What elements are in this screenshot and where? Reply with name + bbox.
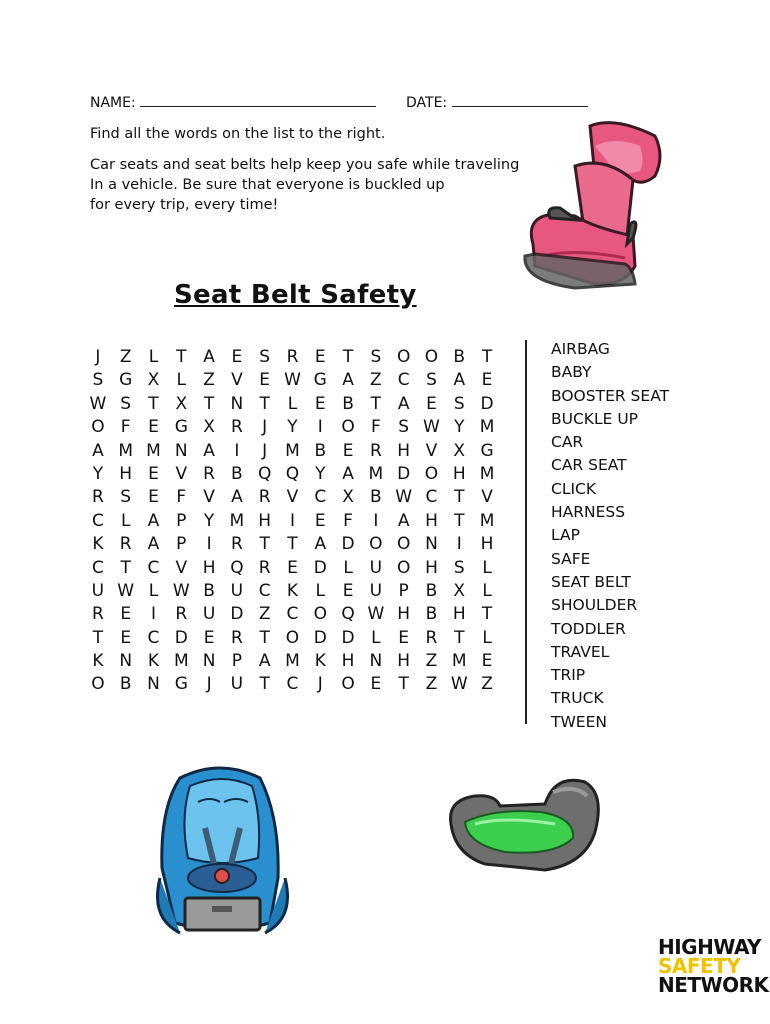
grid-letter[interactable]: L	[315, 580, 326, 601]
grid-row	[84, 416, 501, 439]
instruction-line: Car seats and seat belts help keep you safe while traveling	[90, 157, 520, 173]
grid-letter[interactable]: K	[286, 580, 299, 601]
word-list	[551, 338, 669, 734]
grid-letter[interactable]: C	[91, 557, 104, 578]
name-blank-line[interactable]	[140, 94, 376, 107]
grid-letter[interactable]: V	[481, 487, 493, 508]
green-backless-booster-icon	[445, 772, 605, 877]
grid-letter[interactable]: E	[148, 463, 159, 484]
grid-letter[interactable]: N	[174, 440, 188, 461]
grid-letter[interactable]: X	[342, 487, 354, 508]
word-list-item: SEAT BELT	[551, 572, 631, 591]
grid-letter[interactable]: X	[147, 370, 160, 391]
word-list-item: CAR	[551, 433, 584, 452]
grid-letter[interactable]: B	[119, 674, 132, 695]
grid-letter[interactable]: E	[426, 393, 437, 414]
grid-letter[interactable]: W	[89, 393, 107, 414]
grid-letter[interactable]: A	[147, 534, 160, 555]
grid-letter[interactable]: H	[397, 651, 411, 672]
word-list-item: BOOSTER SEAT	[551, 386, 670, 405]
grid-letter[interactable]: E	[314, 347, 326, 367]
grid-letter[interactable]: C	[91, 510, 104, 531]
grid-letter[interactable]: R	[175, 604, 188, 625]
grid-letter[interactable]: M	[285, 440, 300, 461]
grid-letter[interactable]: G	[174, 417, 188, 438]
grid-row	[84, 369, 501, 392]
word-list-item: SAFE	[551, 549, 591, 568]
grid-letter[interactable]: R	[425, 627, 438, 648]
grid-letter[interactable]: Z	[370, 370, 382, 391]
grid-letter[interactable]: F	[176, 487, 187, 508]
word-list-item: BABY	[551, 363, 592, 382]
grid-letter[interactable]: W	[395, 487, 413, 508]
grid-letter[interactable]: K	[92, 534, 104, 555]
grid-letter[interactable]: E	[370, 674, 382, 695]
grid-letter[interactable]: M	[118, 440, 134, 461]
grid-letter[interactable]: O	[424, 463, 439, 484]
grid-letter[interactable]: U	[91, 580, 105, 601]
word-list-item: CAR SEAT	[551, 456, 627, 475]
grid-letter[interactable]: E	[481, 370, 493, 391]
grid-letter[interactable]: T	[370, 393, 382, 414]
grid-letter[interactable]: L	[287, 393, 298, 414]
grid-row	[84, 510, 501, 533]
grid-letter[interactable]: J	[262, 417, 268, 438]
grid-letter[interactable]: H	[480, 534, 494, 555]
grid-letter[interactable]: K	[314, 651, 326, 672]
grid-letter[interactable]: U	[230, 674, 244, 695]
grid-letter[interactable]: Y	[203, 510, 215, 531]
grid-letter[interactable]: I	[289, 510, 295, 531]
grid-letter[interactable]: F	[120, 417, 131, 438]
grid-letter[interactable]: E	[481, 651, 493, 672]
grid-letter[interactable]: R	[369, 440, 382, 461]
grid-letter[interactable]: Z	[425, 674, 438, 695]
grid-letter[interactable]: A	[342, 463, 354, 484]
grid-letter[interactable]: Q	[285, 463, 300, 484]
word-list-item: TRIP	[551, 666, 586, 685]
grid-letter[interactable]: A	[342, 370, 354, 391]
grid-letter[interactable]: A	[314, 534, 327, 555]
grid-letter[interactable]: R	[91, 487, 104, 508]
grid-letter[interactable]: T	[454, 510, 465, 531]
grid-letter[interactable]: V	[203, 487, 215, 508]
grid-letter[interactable]: P	[176, 534, 187, 555]
grid-letter[interactable]: Y	[454, 417, 465, 438]
grid-letter[interactable]: C	[147, 557, 160, 578]
grid-letter[interactable]: S	[92, 370, 104, 391]
grid-letter[interactable]: M	[146, 440, 161, 461]
grid-letter[interactable]: B	[203, 580, 215, 601]
grid-letter[interactable]: C	[314, 487, 327, 508]
grid-row	[84, 486, 501, 509]
grid-letter[interactable]: L	[148, 580, 159, 601]
grid-letter[interactable]: M	[479, 510, 495, 531]
grid-letter[interactable]: O	[396, 557, 411, 578]
grid-letter[interactable]: A	[453, 370, 466, 391]
grid-letter[interactable]: E	[314, 393, 326, 414]
grid-letter[interactable]: T	[203, 393, 215, 414]
grid-letter[interactable]: S	[370, 347, 382, 367]
grid-letter[interactable]: T	[92, 627, 104, 648]
grid-letter[interactable]: T	[342, 347, 354, 367]
grid-divider-line	[525, 340, 527, 724]
grid-letter[interactable]: A	[203, 347, 215, 367]
grid-letter[interactable]: L	[482, 580, 492, 601]
grid-letter[interactable]: E	[342, 580, 354, 601]
grid-letter[interactable]: R	[230, 534, 243, 555]
grid-letter[interactable]: T	[481, 347, 493, 367]
grid-letter[interactable]: J	[95, 347, 101, 367]
grid-letter[interactable]: T	[454, 627, 465, 648]
grid-letter[interactable]: V	[175, 557, 188, 578]
grid-letter[interactable]: E	[398, 627, 410, 648]
grid-letter[interactable]: N	[202, 651, 216, 672]
grid-letter[interactable]: T	[120, 557, 131, 578]
grid-letter[interactable]: B	[314, 440, 327, 461]
grid-letter[interactable]: Q	[230, 557, 244, 578]
name-label: NAME:	[90, 95, 136, 111]
grid-letter[interactable]: A	[203, 440, 215, 461]
grid-letter[interactable]: Z	[481, 674, 493, 695]
grid-letter[interactable]: V	[231, 370, 243, 391]
grid-letter[interactable]: E	[203, 627, 215, 648]
grid-letter[interactable]: R	[119, 534, 132, 555]
grid-row	[84, 463, 501, 486]
grid-letter[interactable]: A	[231, 487, 243, 508]
instruction-find-words: Find all the words on the list to the right.	[90, 126, 386, 142]
grid-letter[interactable]: I	[373, 510, 379, 531]
grid-letter[interactable]: I	[317, 417, 323, 438]
grid-letter[interactable]: B	[370, 487, 382, 508]
grid-letter[interactable]: P	[231, 651, 243, 672]
grid-letter[interactable]: C	[397, 370, 410, 391]
grid-row	[84, 557, 501, 580]
grid-letter[interactable]: B	[231, 463, 243, 484]
grid-letter[interactable]: Q	[257, 463, 272, 484]
grid-letter[interactable]: D	[230, 604, 244, 625]
grid-letter[interactable]: T	[398, 674, 409, 695]
grid-letter[interactable]: H	[202, 557, 216, 578]
grid-letter[interactable]: T	[259, 627, 270, 648]
grid-letter[interactable]: W	[367, 604, 385, 625]
grid-letter[interactable]: L	[343, 557, 353, 578]
grid-letter[interactable]: T	[259, 534, 270, 555]
grid-letter[interactable]: W	[172, 580, 190, 601]
grid-letter[interactable]: G	[119, 370, 133, 391]
grid-letter[interactable]: W	[117, 580, 135, 601]
grid-letter[interactable]: C	[425, 487, 438, 508]
grid-letter[interactable]: U	[202, 604, 216, 625]
grid-letter[interactable]: J	[262, 440, 268, 461]
grid-letter[interactable]: O	[313, 604, 327, 625]
grid-letter[interactable]: G	[313, 370, 327, 391]
grid-letter[interactable]: D	[341, 627, 355, 648]
grid-row	[84, 580, 501, 603]
grid-letter[interactable]: O	[396, 347, 411, 367]
name-field[interactable]	[90, 94, 376, 111]
logo-line-network: NETWORK	[658, 973, 769, 997]
grid-letter[interactable]: F	[343, 510, 353, 531]
grid-letter[interactable]: H	[397, 440, 411, 461]
grid-letter[interactable]: H	[258, 510, 272, 531]
grid-letter[interactable]: W	[450, 674, 468, 695]
grid-letter[interactable]: M	[368, 463, 384, 484]
grid-row	[84, 393, 501, 416]
grid-letter[interactable]: L	[148, 347, 159, 367]
grid-letter[interactable]: X	[203, 417, 215, 438]
logo-line-safety: SAFETY	[658, 954, 741, 978]
blue-convertible-car-seat-icon	[150, 758, 295, 943]
grid-letter[interactable]: X	[175, 393, 188, 414]
grid-letter[interactable]: E	[148, 487, 159, 508]
grid-letter[interactable]: I	[150, 604, 156, 625]
grid-letter[interactable]: H	[341, 651, 355, 672]
grid-letter[interactable]: E	[287, 557, 298, 578]
grid-letter[interactable]: D	[480, 393, 494, 414]
grid-letter[interactable]: S	[453, 393, 465, 414]
grid-letter[interactable]: T	[259, 674, 270, 695]
grid-letter[interactable]: W	[423, 417, 440, 438]
grid-letter[interactable]: T	[287, 534, 298, 555]
grid-letter[interactable]: Q	[341, 604, 355, 625]
grid-letter[interactable]: J	[317, 674, 323, 695]
grid-letter[interactable]: T	[148, 393, 159, 414]
grid-letter[interactable]: O	[396, 534, 411, 555]
grid-letter[interactable]: R	[230, 417, 243, 438]
grid-letter[interactable]: U	[369, 580, 383, 601]
grid-letter[interactable]: T	[481, 604, 493, 625]
grid-letter[interactable]: L	[482, 627, 492, 648]
grid-row	[84, 627, 501, 650]
grid-letter[interactable]: X	[453, 580, 466, 601]
grid-letter[interactable]: S	[120, 393, 132, 414]
grid-letter[interactable]: H	[119, 463, 133, 484]
word-list-item: AIRBAG	[551, 340, 610, 358]
grid-letter[interactable]: A	[147, 510, 160, 531]
grid-letter[interactable]: G	[174, 674, 188, 695]
grid-letter[interactable]: A	[397, 510, 410, 531]
grid-letter[interactable]: D	[313, 627, 327, 648]
grid-letter[interactable]: S	[453, 557, 465, 578]
grid-letter[interactable]: L	[482, 557, 492, 578]
grid-letter[interactable]: C	[258, 580, 271, 601]
grid-letter[interactable]: U	[369, 557, 383, 578]
grid-letter[interactable]: N	[119, 651, 133, 672]
grid-letter[interactable]: S	[259, 347, 271, 367]
page-title: Seat Belt Safety	[174, 280, 417, 310]
word-list-item: TWEEN	[551, 712, 607, 731]
word-list-item: CLICK	[551, 479, 597, 498]
grid-row	[84, 650, 501, 673]
grid-letter[interactable]: K	[147, 651, 160, 672]
grid-letter[interactable]: E	[231, 347, 243, 367]
grid-letter[interactable]: H	[452, 604, 466, 625]
grid-letter[interactable]: M	[451, 651, 467, 672]
word-list-item: BUCKLE UP	[551, 409, 639, 428]
grid-letter[interactable]: H	[452, 463, 466, 484]
word-list-item: HARNESS	[551, 503, 626, 522]
grid-letter[interactable]: X	[453, 440, 466, 461]
grid-letter[interactable]: P	[176, 510, 187, 531]
grid-letter[interactable]: M	[479, 463, 495, 484]
word-list-item: TODDLER	[551, 619, 626, 638]
grid-letter[interactable]: B	[425, 580, 438, 601]
highway-safety-network-logo	[658, 935, 769, 997]
grid-letter[interactable]: R	[258, 557, 271, 578]
grid-letter[interactable]: M	[173, 651, 189, 672]
grid-letter[interactable]: R	[258, 487, 271, 508]
grid-letter[interactable]: N	[230, 393, 244, 414]
grid-letter[interactable]: N	[369, 651, 383, 672]
grid-letter[interactable]: V	[425, 440, 438, 461]
grid-letter[interactable]: D	[397, 463, 411, 484]
word-list-item: LAP	[551, 526, 580, 545]
grid-letter[interactable]: O	[341, 417, 355, 438]
grid-letter[interactable]: I	[234, 440, 240, 461]
grid-letter[interactable]: B	[342, 393, 354, 414]
date-field[interactable]	[406, 94, 588, 111]
grid-letter[interactable]: O	[91, 674, 105, 695]
grid-letter[interactable]: S	[426, 370, 437, 391]
word-list-item: TRUCK	[551, 689, 604, 708]
grid-letter[interactable]: L	[120, 510, 131, 531]
grid-letter[interactable]: B	[453, 347, 466, 367]
date-label: DATE:	[406, 95, 448, 111]
grid-letter[interactable]: K	[92, 651, 104, 672]
instruction-line: In a vehicle. Be sure that everyone is buckled up	[90, 177, 445, 193]
instruction-paragraph	[90, 155, 519, 215]
grid-letter[interactable]: S	[120, 487, 132, 508]
grid-letter[interactable]: C	[147, 627, 160, 648]
grid-letter[interactable]: T	[176, 347, 187, 367]
grid-letter[interactable]: B	[425, 604, 438, 625]
grid-letter[interactable]: T	[454, 487, 465, 508]
grid-letter[interactable]: Z	[258, 604, 271, 625]
grid-row	[84, 440, 501, 463]
grid-letter[interactable]: A	[397, 393, 410, 414]
grid-letter[interactable]: C	[286, 604, 299, 625]
grid-letter[interactable]: N	[147, 674, 160, 695]
pink-booster-seat-icon	[515, 116, 665, 296]
grid-letter[interactable]: I	[206, 534, 212, 555]
grid-letter[interactable]: E	[259, 370, 271, 391]
grid-letter[interactable]: J	[206, 674, 212, 695]
word-list-item: SHOULDER	[551, 596, 638, 615]
grid-letter[interactable]: D	[174, 627, 188, 648]
grid-letter[interactable]: R	[203, 463, 215, 484]
grid-letter[interactable]: G	[480, 440, 494, 461]
grid-letter[interactable]: E	[314, 510, 326, 531]
grid-letter[interactable]: F	[370, 417, 381, 438]
grid-letter[interactable]: M	[479, 417, 495, 438]
grid-letter[interactable]: E	[342, 440, 354, 461]
grid-letter[interactable]: O	[91, 417, 105, 438]
grid-letter[interactable]: L	[176, 370, 187, 391]
grid-letter[interactable]: M	[285, 651, 300, 672]
grid-letter[interactable]: U	[230, 580, 244, 601]
grid-letter[interactable]: Y	[315, 463, 326, 484]
grid-letter[interactable]: H	[425, 557, 438, 578]
grid-letter[interactable]: S	[398, 417, 410, 438]
grid-letter[interactable]: L	[371, 627, 381, 648]
grid-letter[interactable]: D	[313, 557, 327, 578]
grid-row	[84, 603, 501, 626]
logo-line-highway: HIGHWAY	[658, 935, 762, 959]
grid-letter[interactable]: Z	[425, 651, 438, 672]
grid-letter[interactable]: N	[425, 534, 438, 555]
grid-letter[interactable]: R	[230, 627, 243, 648]
grid-letter[interactable]: O	[341, 674, 355, 695]
grid-row	[84, 673, 501, 696]
grid-letter[interactable]: A	[92, 440, 104, 461]
word-search-grid[interactable]	[84, 346, 501, 697]
word-list-item: TRAVEL	[551, 642, 610, 661]
grid-letter[interactable]: Z	[119, 347, 132, 367]
grid-letter[interactable]: Y	[92, 463, 104, 484]
grid-letter[interactable]: R	[91, 604, 104, 625]
grid-row	[84, 533, 501, 556]
grid-letter[interactable]: R	[286, 347, 299, 367]
grid-letter[interactable]: C	[286, 674, 299, 695]
grid-letter[interactable]: O	[369, 534, 383, 555]
grid-letter[interactable]: T	[259, 393, 270, 414]
grid-letter[interactable]: A	[258, 651, 271, 672]
date-blank-line[interactable]	[452, 94, 588, 107]
grid-letter[interactable]: V	[286, 487, 299, 508]
grid-letter[interactable]: P	[398, 580, 409, 601]
grid-row	[84, 346, 501, 369]
grid-letter[interactable]: Z	[203, 370, 215, 391]
grid-letter[interactable]: W	[284, 370, 301, 391]
grid-letter[interactable]: O	[285, 627, 300, 648]
grid-letter[interactable]: E	[120, 604, 132, 625]
grid-letter[interactable]: Y	[287, 417, 298, 438]
grid-letter[interactable]: M	[229, 510, 245, 531]
grid-letter[interactable]: I	[456, 534, 462, 555]
grid-letter[interactable]: O	[424, 347, 439, 367]
grid-letter[interactable]: H	[397, 604, 411, 625]
instruction-line: for every trip, every time!	[90, 197, 279, 213]
grid-letter[interactable]: H	[425, 510, 438, 531]
grid-letter[interactable]: E	[148, 417, 159, 438]
grid-letter[interactable]: D	[341, 534, 355, 555]
grid-letter[interactable]: E	[120, 627, 132, 648]
grid-letter[interactable]: V	[175, 463, 188, 484]
